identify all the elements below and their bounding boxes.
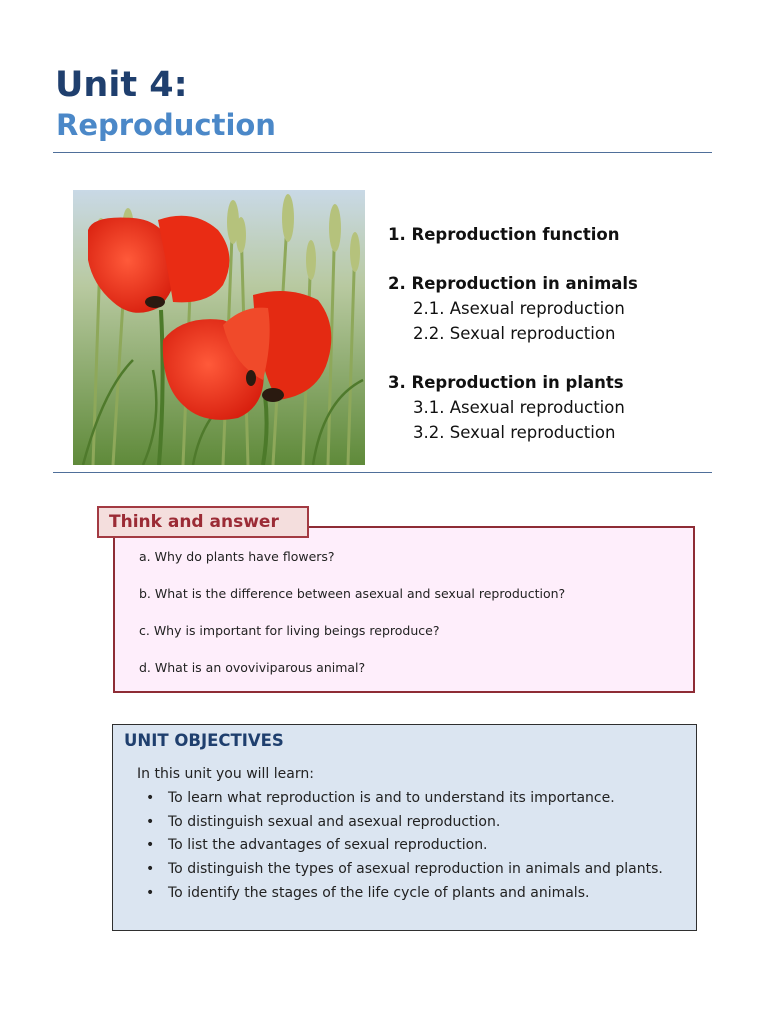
middle-divider: [53, 472, 712, 473]
bullet-icon: •: [146, 861, 155, 877]
question-item: c. Why is important for living beings reproduce?: [139, 623, 440, 638]
question-item: b. What is the difference between asexual and sexual reproduction?: [139, 586, 566, 601]
bullet-icon: •: [146, 814, 155, 830]
toc-subitem: 2.1. Asexual reproduction: [413, 299, 625, 318]
bullet-icon: •: [146, 790, 155, 806]
toc-item: 1. Reproduction function: [388, 225, 620, 244]
toc-item: 2. Reproduction in animals: [388, 274, 638, 293]
question-item: d. What is an ovoviviparous animal?: [139, 660, 366, 675]
unit-title: Unit 4:: [55, 65, 188, 105]
unit-objectives-intro: In this unit you will learn:: [137, 766, 314, 782]
bullet-icon: •: [146, 837, 155, 853]
objective-item: • To learn what reproduction is and to understand its importance.: [146, 790, 615, 806]
toc-subitem: 3.1. Asexual reproduction: [413, 398, 625, 417]
table-of-contents: [388, 222, 748, 445]
objective-item: • To distinguish the types of asexual reproduction in animals and plants.: [146, 861, 663, 877]
think-and-answer-title: Think and answer: [97, 506, 309, 538]
unit-subtitle: Reproduction: [56, 108, 276, 142]
objective-item: • To identify the stages of the life cycle of plants and animals.: [146, 885, 590, 901]
objective-item: • To list the advantages of sexual reproduction.: [146, 837, 488, 853]
toc-item: 3. Reproduction in plants: [388, 373, 624, 392]
toc-subitem: 2.2. Sexual reproduction: [413, 324, 616, 343]
question-item: a. Why do plants have flowers?: [139, 549, 335, 564]
toc-subitem: 3.2. Sexual reproduction: [413, 423, 616, 442]
objective-item: • To distinguish sexual and asexual reproduction.: [146, 814, 501, 830]
bullet-icon: •: [146, 885, 155, 901]
unit-objectives-title: UNIT OBJECTIVES: [124, 731, 284, 750]
poppy-flowers-photo: [73, 190, 365, 465]
top-divider: [53, 152, 712, 153]
